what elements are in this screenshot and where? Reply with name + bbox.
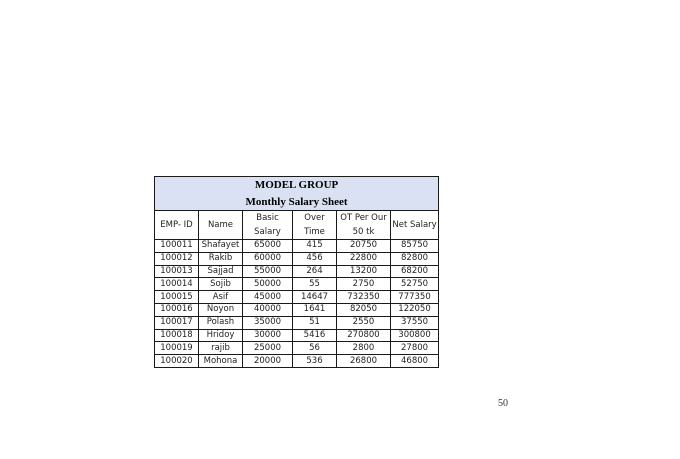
header-ot-rate: OT Per Our 50 tk <box>337 211 391 240</box>
header-row <box>155 211 439 240</box>
header-basic-salary: Basic Salary <box>243 211 293 240</box>
cell-overtime: 56 <box>293 342 337 355</box>
cell-name: Noyon <box>199 303 243 316</box>
cell-basic: 50000 <box>243 278 293 291</box>
cell-basic: 35000 <box>243 316 293 329</box>
cell-emp-id: 100019 <box>155 342 199 355</box>
table-row <box>155 342 439 355</box>
table-row <box>155 278 439 291</box>
table-row <box>155 240 439 253</box>
cell-name: Hridoy <box>199 329 243 342</box>
cell-net: 85750 <box>391 240 439 253</box>
table-row <box>155 355 439 368</box>
cell-net: 300800 <box>391 329 439 342</box>
cell-basic: 55000 <box>243 265 293 278</box>
cell-name: Sajjad <box>199 265 243 278</box>
cell-ot-amount: 26800 <box>337 355 391 368</box>
cell-net: 68200 <box>391 265 439 278</box>
cell-ot-amount: 2750 <box>337 278 391 291</box>
cell-net: 27800 <box>391 342 439 355</box>
cell-ot-amount: 732350 <box>337 291 391 304</box>
cell-emp-id: 100011 <box>155 240 199 253</box>
cell-name: Sojib <box>199 278 243 291</box>
cell-basic: 65000 <box>243 240 293 253</box>
header-over-time: Over Time <box>293 211 337 240</box>
cell-overtime: 1641 <box>293 303 337 316</box>
header-name: Name <box>199 211 243 240</box>
cell-basic: 40000 <box>243 303 293 316</box>
page-number: 50 <box>498 398 508 409</box>
cell-overtime: 415 <box>293 240 337 253</box>
cell-basic: 45000 <box>243 291 293 304</box>
table-row <box>155 329 439 342</box>
cell-name: Shafayet <box>199 240 243 253</box>
table-body <box>155 240 439 368</box>
table-row <box>155 303 439 316</box>
cell-ot-amount: 13200 <box>337 265 391 278</box>
table-row <box>155 252 439 265</box>
cell-overtime: 264 <box>293 265 337 278</box>
table-row <box>155 316 439 329</box>
cell-name: Polash <box>199 316 243 329</box>
cell-net: 46800 <box>391 355 439 368</box>
subtitle-row <box>155 193 439 211</box>
salary-table <box>154 176 439 368</box>
cell-overtime: 536 <box>293 355 337 368</box>
cell-ot-amount: 20750 <box>337 240 391 253</box>
title-row <box>155 177 439 194</box>
cell-name: Rakib <box>199 252 243 265</box>
sheet-title: Monthly Salary Sheet <box>155 193 439 211</box>
cell-name: rajib <box>199 342 243 355</box>
cell-name: Mohona <box>199 355 243 368</box>
cell-net: 82800 <box>391 252 439 265</box>
cell-overtime: 456 <box>293 252 337 265</box>
cell-emp-id: 100014 <box>155 278 199 291</box>
cell-ot-amount: 2550 <box>337 316 391 329</box>
cell-net: 777350 <box>391 291 439 304</box>
cell-net: 52750 <box>391 278 439 291</box>
header-emp-id: EMP- ID <box>155 211 199 240</box>
cell-ot-amount: 2800 <box>337 342 391 355</box>
table-row <box>155 265 439 278</box>
cell-ot-amount: 270800 <box>337 329 391 342</box>
cell-ot-amount: 22800 <box>337 252 391 265</box>
cell-emp-id: 100012 <box>155 252 199 265</box>
cell-net: 122050 <box>391 303 439 316</box>
company-title: MODEL GROUP <box>155 177 439 194</box>
cell-emp-id: 100013 <box>155 265 199 278</box>
cell-net: 37550 <box>391 316 439 329</box>
cell-name: Asif <box>199 291 243 304</box>
table-row <box>155 291 439 304</box>
cell-basic: 30000 <box>243 329 293 342</box>
cell-basic: 60000 <box>243 252 293 265</box>
cell-emp-id: 100020 <box>155 355 199 368</box>
cell-overtime: 5416 <box>293 329 337 342</box>
cell-overtime: 14647 <box>293 291 337 304</box>
cell-basic: 25000 <box>243 342 293 355</box>
cell-emp-id: 100016 <box>155 303 199 316</box>
cell-emp-id: 100017 <box>155 316 199 329</box>
cell-emp-id: 100015 <box>155 291 199 304</box>
cell-overtime: 51 <box>293 316 337 329</box>
cell-ot-amount: 82050 <box>337 303 391 316</box>
cell-emp-id: 100018 <box>155 329 199 342</box>
cell-overtime: 55 <box>293 278 337 291</box>
header-net-salary: Net Salary <box>391 211 439 240</box>
cell-basic: 20000 <box>243 355 293 368</box>
